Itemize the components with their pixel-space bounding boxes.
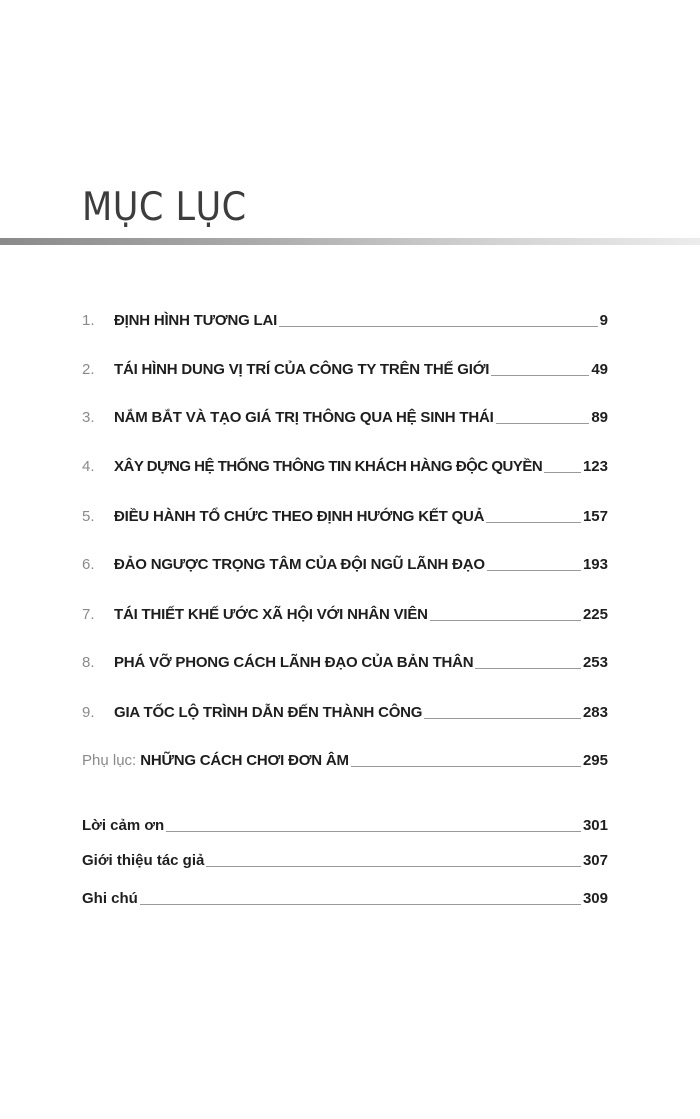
chapter-title: ĐẢO NGƯỢC TRỌNG TÂM CỦA ĐỘI NGŨ LÃNH ĐẠO	[114, 556, 485, 573]
title-divider	[0, 238, 700, 245]
page-number: 295	[582, 752, 608, 769]
dot-leader	[351, 766, 581, 767]
page-number: 123	[582, 458, 608, 475]
dot-leader	[486, 522, 581, 523]
toc-entry-chapter-7[interactable]	[82, 605, 608, 625]
page-number: 157	[582, 508, 608, 525]
page-number: 309	[582, 890, 608, 907]
chapter-title: TÁI HÌNH DUNG VỊ TRÍ CỦA CÔNG TY TRÊN THẾ GIỚI	[114, 361, 490, 378]
chapter-number: 3.	[82, 409, 95, 426]
chapter-title: PHÁ VỠ PHONG CÁCH LÃNH ĐẠO CỦA BẢN THÂN	[114, 654, 474, 671]
toc-entry-chapter-9[interactable]	[82, 703, 608, 723]
toc-entry-acknowledgements[interactable]	[82, 816, 608, 836]
page-number: 283	[582, 704, 608, 721]
toc-entry-chapter-3[interactable]	[82, 408, 608, 428]
dot-leader	[206, 866, 581, 867]
chapter-title: GIA TỐC LỘ TRÌNH DẪN ĐẾN THÀNH CÔNG	[114, 704, 423, 721]
dot-leader	[496, 423, 590, 424]
dot-leader	[487, 570, 581, 571]
chapter-number: 5.	[82, 508, 95, 525]
dot-leader	[430, 620, 581, 621]
chapter-title: TÁI THIẾT KHẾ ƯỚC XÃ HỘI VỚI NHÂN VIÊN	[114, 606, 428, 623]
back-matter-title: Giới thiệu tác giả	[82, 852, 205, 869]
toc-entry-chapter-1[interactable]	[82, 311, 608, 331]
page-number: 307	[582, 852, 608, 869]
back-matter-title: Lời cảm ơn	[82, 817, 165, 834]
chapter-number: 4.	[82, 458, 95, 475]
chapter-number: 8.	[82, 654, 95, 671]
page-number: 225	[582, 606, 608, 623]
dot-leader	[279, 326, 598, 327]
chapter-title: ĐỊNH HÌNH TƯƠNG LAI	[114, 312, 278, 329]
back-matter-title: Ghi chú	[82, 890, 138, 907]
dot-leader	[166, 831, 581, 832]
page-number: 89	[591, 409, 608, 426]
dot-leader	[140, 904, 581, 905]
page-number: 9	[599, 312, 608, 329]
page-number: 301	[582, 817, 608, 834]
dot-leader	[424, 718, 581, 719]
page-number: 253	[582, 654, 608, 671]
dot-leader	[475, 668, 581, 669]
chapter-number: 1.	[82, 312, 95, 329]
toc-entry-appendix[interactable]	[82, 751, 608, 771]
chapter-title: XÂY DỰNG HỆ THỐNG THÔNG TIN KHÁCH HÀNG ĐỘC QUYỀN	[114, 458, 543, 475]
appendix-title: NHỮNG CÁCH CHƠI ĐƠN ÂM	[140, 752, 349, 769]
page-number: 49	[591, 361, 608, 378]
chapter-number: 9.	[82, 704, 95, 721]
chapter-number: 2.	[82, 361, 95, 378]
toc-entry-chapter-2[interactable]	[82, 360, 608, 380]
toc-entry-chapter-6[interactable]	[82, 555, 608, 575]
chapter-title: ĐIỀU HÀNH TỔ CHỨC THEO ĐỊNH HƯỚNG KẾT QUẢ	[114, 508, 485, 525]
appendix-prefix: Phụ lục:	[82, 752, 137, 769]
page-title: MỤC LỤC	[82, 185, 247, 230]
toc-entry-chapter-8[interactable]	[82, 653, 608, 673]
page-number: 193	[582, 556, 608, 573]
chapter-title: NẮM BẮT VÀ TẠO GIÁ TRỊ THÔNG QUA HỆ SINH THÁI	[114, 409, 494, 426]
toc-entry-about-authors[interactable]	[82, 851, 608, 871]
chapter-number: 6.	[82, 556, 95, 573]
toc-entry-chapter-4[interactable]	[82, 457, 608, 477]
dot-leader	[491, 375, 589, 376]
dot-leader	[544, 472, 581, 473]
toc-entry-notes[interactable]	[82, 889, 608, 909]
toc-entry-chapter-5[interactable]	[82, 507, 608, 527]
chapter-number: 7.	[82, 606, 95, 623]
